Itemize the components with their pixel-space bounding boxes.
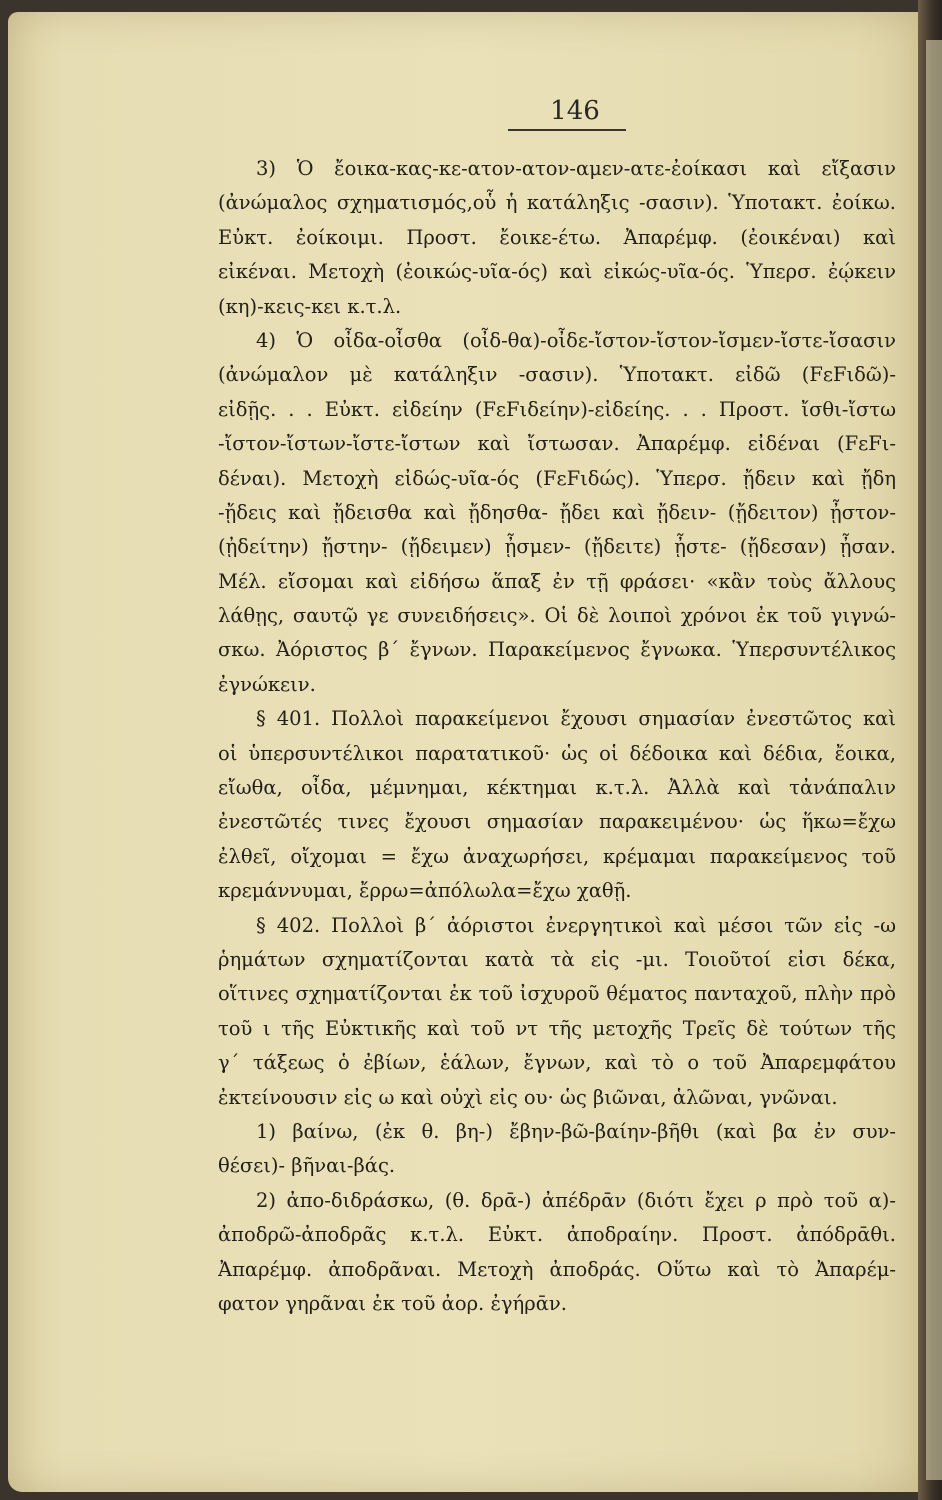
adjacent-page-edge bbox=[926, 40, 942, 1480]
text-line: λάθῃς, σαυτῷ γε συνειδήσεις». Οἱ δὲ λοιποὶ χρόνοι ἐκ τοῦ γιγνώ- bbox=[218, 604, 896, 628]
text-line: ἀποδρῶ-ἀποδρᾶς κ.τ.λ. Εὐκτ. ἀποδραίην. Προστ. ἀπόδρᾱθι. bbox=[218, 1223, 896, 1247]
text-line: -ᾔδεις καὶ ᾔδεισθα καὶ ᾔδησθα- ᾔδει καὶ ᾔδειν- (ᾔδειτον) ᾖστον- bbox=[218, 500, 896, 524]
text-line: (κη)-κεις-κει κ.τ.λ. bbox=[218, 294, 402, 318]
text-line: κρεμάννυμαι, ἔρρω=ἀπόλωλα=ἔχω χαθῇ. bbox=[218, 879, 632, 903]
text-line: ἐλθεῖ, οἴχομαι = ἔχω ἀναχωρήσει, κρέμαμαι παρακείμενος τοῦ bbox=[218, 844, 896, 868]
text-line: (ἀνώμαλον μὲ κατάληξιν -σασιν). Ὑποτακτ. εἰδῶ (FεFιδῶ)- bbox=[218, 363, 896, 387]
text-line: Ἀπαρέμφ. ἀποδρᾶναι. Μετοχὴ ἀποδράς. Οὕτω καὶ τὸ Ἀπαρέμ- bbox=[218, 1257, 896, 1281]
text-line: ῥημάτων σχηματίζονται κατὰ τὰ εἰς -μι. Τοιοῦτοί εἰσι δέκα, bbox=[218, 947, 896, 971]
text-line: -ἴστον-ἴστων-ἴστε-ἴστων καὶ ἴστωσαν. Ἀπαρέμφ. εἰδέναι (FεFι- bbox=[218, 432, 896, 456]
text-line: φατον γηρᾶναι ἐκ τοῦ ἀορ. ἐγήρᾱν. bbox=[218, 1291, 567, 1315]
text-line: § 402. Πολλοὶ β΄ ἀόριστοι ἐνεργητικοὶ καὶ μέσοι τῶν εἰς -ω bbox=[256, 913, 896, 937]
text-line: ἐγνώκειν. bbox=[218, 672, 316, 696]
text-line: εἰδῇς. . . Εὐκτ. εἰδείην (FεFιδείην)-εἰδείης. . . Προστ. ἴσθι-ἴστω bbox=[218, 397, 896, 421]
text-line: 4) Ὁ οἶδα-οἶσθα (οἶδ-θα)-οἶδε-ἴστον-ἴστον-ἴσμεν-ἴστε-ἴσασιν bbox=[256, 328, 896, 352]
text-line: οἱ ὑπερσυντέλικοι παρατατικοῦ· ὡς οἱ δέδοικα καὶ δέδια, ἔοικα, bbox=[218, 741, 896, 765]
text-line: Εὐκτ. ἐοίκοιμι. Προστ. ἔοικε-έτω. Ἀπαρέμφ. (ἐοικέναι) καὶ bbox=[218, 225, 896, 249]
text-line: 3) Ὁ ἔοικα-κας-κε-ατον-ατον-αμεν-ατε-ἐοίκασι καὶ εἴξασιν bbox=[256, 157, 896, 180]
text-line: ἐκτείνουσιν εἰς ω καὶ οὐχὶ εἰς ου· ὡς βιῶναι, ἁλῶναι, γνῶναι. bbox=[218, 1085, 838, 1109]
page-body-text bbox=[218, 152, 896, 1321]
text-line: τοῦ ι τῆς Εὐκτικῆς καὶ τοῦ ντ τῆς μετοχῆς Τρεῖς δὲ τούτων τῆς bbox=[218, 1016, 896, 1040]
text-line: θέσει)- βῆναι-βάς. bbox=[218, 1154, 396, 1178]
text-line: Μέλ. εἴσομαι καὶ εἰδήσω ἅπαξ ἐν τῇ φράσει· «κἂν τοὺς ἄλλους bbox=[218, 569, 896, 593]
page-number: 146 bbox=[550, 96, 600, 126]
text-line: δέναι). Μετοχὴ εἰδώς-υῖα-ός (FεFιδώς). Ὑπερσ. ᾔδειν καὶ ᾔδη bbox=[218, 466, 896, 490]
text-line: σκω. Ἀόριστος β΄ ἔγνων. Παρακείμενος ἔγνωκα. Ὑπερσυντέλικος bbox=[218, 638, 896, 662]
text-line: (ᾐδείτην) ᾔστην- (ᾔδειμεν) ᾖσμεν- (ᾔδειτε) ᾖστε- (ᾔδεσαν) ᾖσαν. bbox=[218, 535, 896, 559]
text-line: 2) ἀπο-διδράσκω, (θ. δρᾱ-) ἀπέδρᾱν (διότι ἔχει ρ πρὸ τοῦ α)- bbox=[256, 1188, 896, 1212]
text-line: γ΄ τάξεως ὁ ἐβίων, ἑάλων, ἔγνων, καὶ τὸ ο τοῦ Ἀπαρεμφάτου bbox=[218, 1051, 896, 1075]
text-line: εἰκέναι. Μετοχὴ (ἐοικώς-υῖα-ός) καὶ εἰκώς-υῖα-ός. Ὑπερσ. ἐῴκειν bbox=[218, 260, 896, 284]
text-line: εἴωθα, οἶδα, μέμνημαι, κέκτημαι κ.τ.λ. Ἀλλὰ καὶ τἀνάπαλιν bbox=[218, 776, 896, 800]
text-line: 1) βαίνω, (ἐκ θ. βη-) ἔβην-βῶ-βαίην-βῆθι (καὶ βα ἐν συν- bbox=[256, 1119, 896, 1143]
header-rule bbox=[508, 129, 626, 131]
text-line: § 401. Πολλοὶ παρακείμενοι ἔχουσι σημασίαν ἐνεστῶτος καὶ bbox=[256, 707, 896, 731]
text-line: ἐνεστῶτές τινες ἔχουσι σημασίαν παρακειμένου· ὡς ἥκω=ἔχω bbox=[218, 810, 896, 834]
text-line: (ἀνώμαλος σχηματισμός,οὗ ἡ κατάληξις -σασιν). Ὑποτακτ. ἐοίκω. bbox=[218, 191, 896, 215]
text-line: οἵτινες σχηματίζονται ἐκ τοῦ ἰσχυροῦ θέματος πανταχοῦ, πλὴν πρὸ bbox=[218, 982, 896, 1006]
